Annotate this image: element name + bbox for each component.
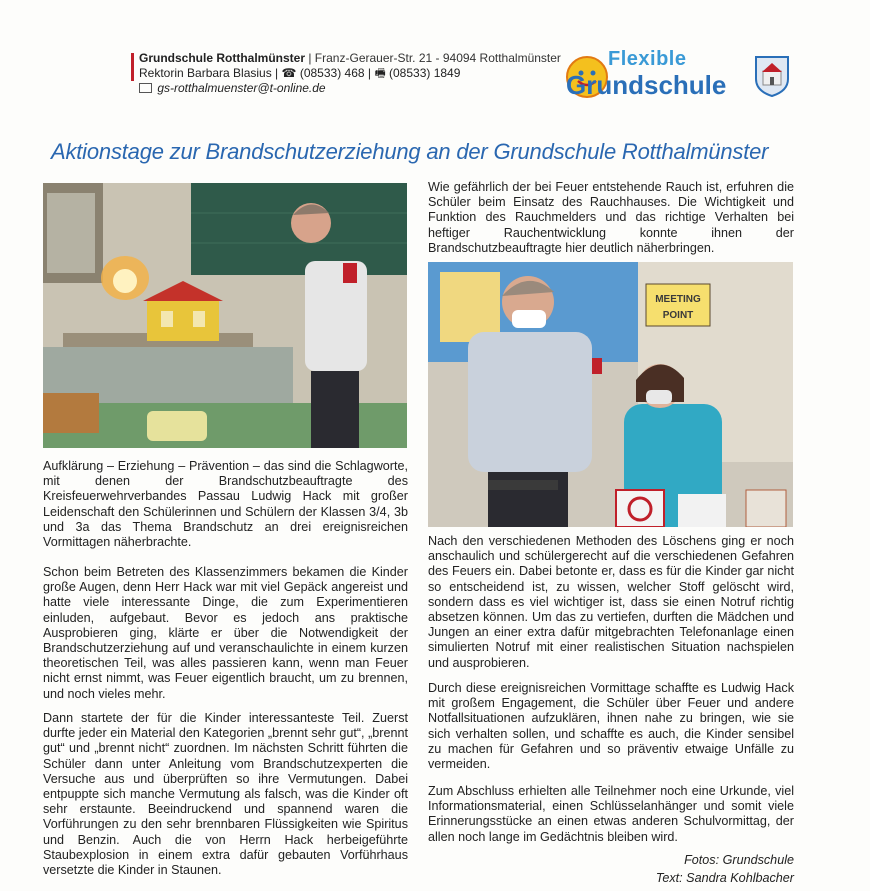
paragraph-closing: Zum Abschluss erhielten alle Teilnehmer noch eine Urkunde, viel Informationsmaterial, einen Schlüsselanhänger und somit viele Erinnerungsstücke an einen etwas anderen Schulvormittag, der allen noch lange im Gedächtnis bleiben wird. [428, 784, 794, 844]
phone-icon: ☎ [281, 66, 297, 80]
paragraph-arrival: Schon beim Betreten des Klassenzimmers bekamen die Kinder große Augen, denn Herr Hack war mit viel Gepäck angereist und hatte viele interessante Dinge, die zum Experimentieren einluden, aufgebaut. Bevor es jedoch ans praktische Ausprobieren ging, klärte er über die Notwendigkeit der Brandschutzerziehung auf und veranschaulichte in einem kurzen theoretischen Teil, was alles passieren kann, wenn man Feuer nicht ernst nimmt, was Feuer eigentlich braucht, um zu brennen, und noch vieles mehr. [43, 565, 408, 701]
fax-icon: 🖷 [374, 66, 386, 80]
fire-demo-photo [43, 183, 407, 448]
paragraph-smoke-house: Wie gefährlich der bei Feuer entstehende Rauch ist, erfuhren die Schüler beim Einsatz des Rauchhauses. Die Wichtigkeit und Funktion des Rauchmelders und das richtige Verhalten bei heftiger Rauchentwicklung konnte ihnen der Brandschutzbeauftragte hier deutlich näherbringen. [428, 180, 794, 255]
principal-name: Rektorin Barbara Blasius | [139, 66, 279, 80]
school-name: Grundschule Rotthalmünster [139, 51, 306, 65]
municipal-crest-icon [754, 55, 790, 97]
photo-credit: Fotos: Grundschule [684, 853, 794, 867]
paragraph-experiments: Dann startete der für die Kinder interessanteste Teil. Zuerst durfte jeder ein Material den Kategorien „brennt sehr gut“, „brennt gut“ und „brennt nicht“ zuordnen. Im nächsten Schritt führten die Schüler dann unter Anleitung vom Brandschutzexperten die Versuche aus und überprüften so ihre Vermutungen. Dabei entpuppte sich manche Vermutung als falsch, was die Kinder oft sehr erstaunte. Beeindruckend und spannend waren die Vorführungen zu den sehr brennbaren Flüssigkeiten wie Spiritus und Benzin. Auch die von Herrn Hack herbeigeführte Staubexplosion in einem extra dafür gebauten Vorführhaus versetzte die Kinder in Staunen. [43, 711, 408, 878]
emergency-call-photo [428, 262, 793, 527]
fax-number: (08533) 1849 [389, 66, 461, 80]
meeting-point-sign-line1: MEETING [655, 294, 701, 305]
paragraph-emergency-call: Nach den verschiedenen Methoden des Löschens ging er noch anschaulich und schülergerecht auf die verschiedenen Gefahren des Feuers ein. Dabei betonte er, dass es für die Kinder gar nicht so entscheidend ist, zu wissen, welcher Stoff gelöscht wird, sondern dass es viel wichtiger ist, dass sie einen Notruf richtig absetzen können. Um das zu vertiefen, durften die Mädchen und Jungen an einer extra dafür mitgebrachten Telefonanlage einen simulierten Notruf mit einer realistischen Situation nachspielen und ausprobieren. [428, 534, 794, 670]
header-accent-bar [131, 53, 134, 81]
paragraph-summary: Durch diese ereignisreichen Vormittage schaffte es Ludwig Hack mit großem Engagement, die Schüler über Feuer und andere Notfallsituationen aufzuklären, ihnen nahe zu bringen, wie sie sich verhalten sollen, und schaffte es auch, die Kinder sensibel zu machen für Gefahren und so präventiv etwaige Unfälle zu vermeiden. [428, 681, 794, 772]
text-credit: Text: Sandra Kohlbacher [655, 871, 794, 885]
logo-flexible-text: Flexible [608, 48, 687, 70]
school-email[interactable]: gs-rotthalmuenster@t-online.de [157, 81, 326, 95]
school-address: | Franz-Gerauer-Str. 21 - 94094 Rotthalmünster [308, 51, 561, 65]
meeting-point-sign-line2: POINT [662, 310, 694, 321]
school-header [139, 51, 561, 96]
logo-grundschule-text: Grundschule [566, 70, 727, 100]
mail-icon [139, 83, 152, 93]
phone-number: (08533) 468 | [299, 66, 371, 80]
paragraph-intro: Aufklärung – Erziehung – Prävention – das sind die Schlagworte, mit denen der Brandschutzbeauftragte des Kreisfeuerwehrverbandes Passau Ludwig Hack mit großer Leidenschaft den Schülerinnen und Schülern der Klassen 3/4, 3b und 3a das Thema Brandschutz an drei ereignisreichen Vormittagen näherbrachte. [43, 459, 408, 550]
article-title: Aktionstage zur Brandschutzerziehung an der Grundschule Rotthalmünster [51, 139, 769, 164]
flexible-grundschule-logo [566, 44, 746, 104]
